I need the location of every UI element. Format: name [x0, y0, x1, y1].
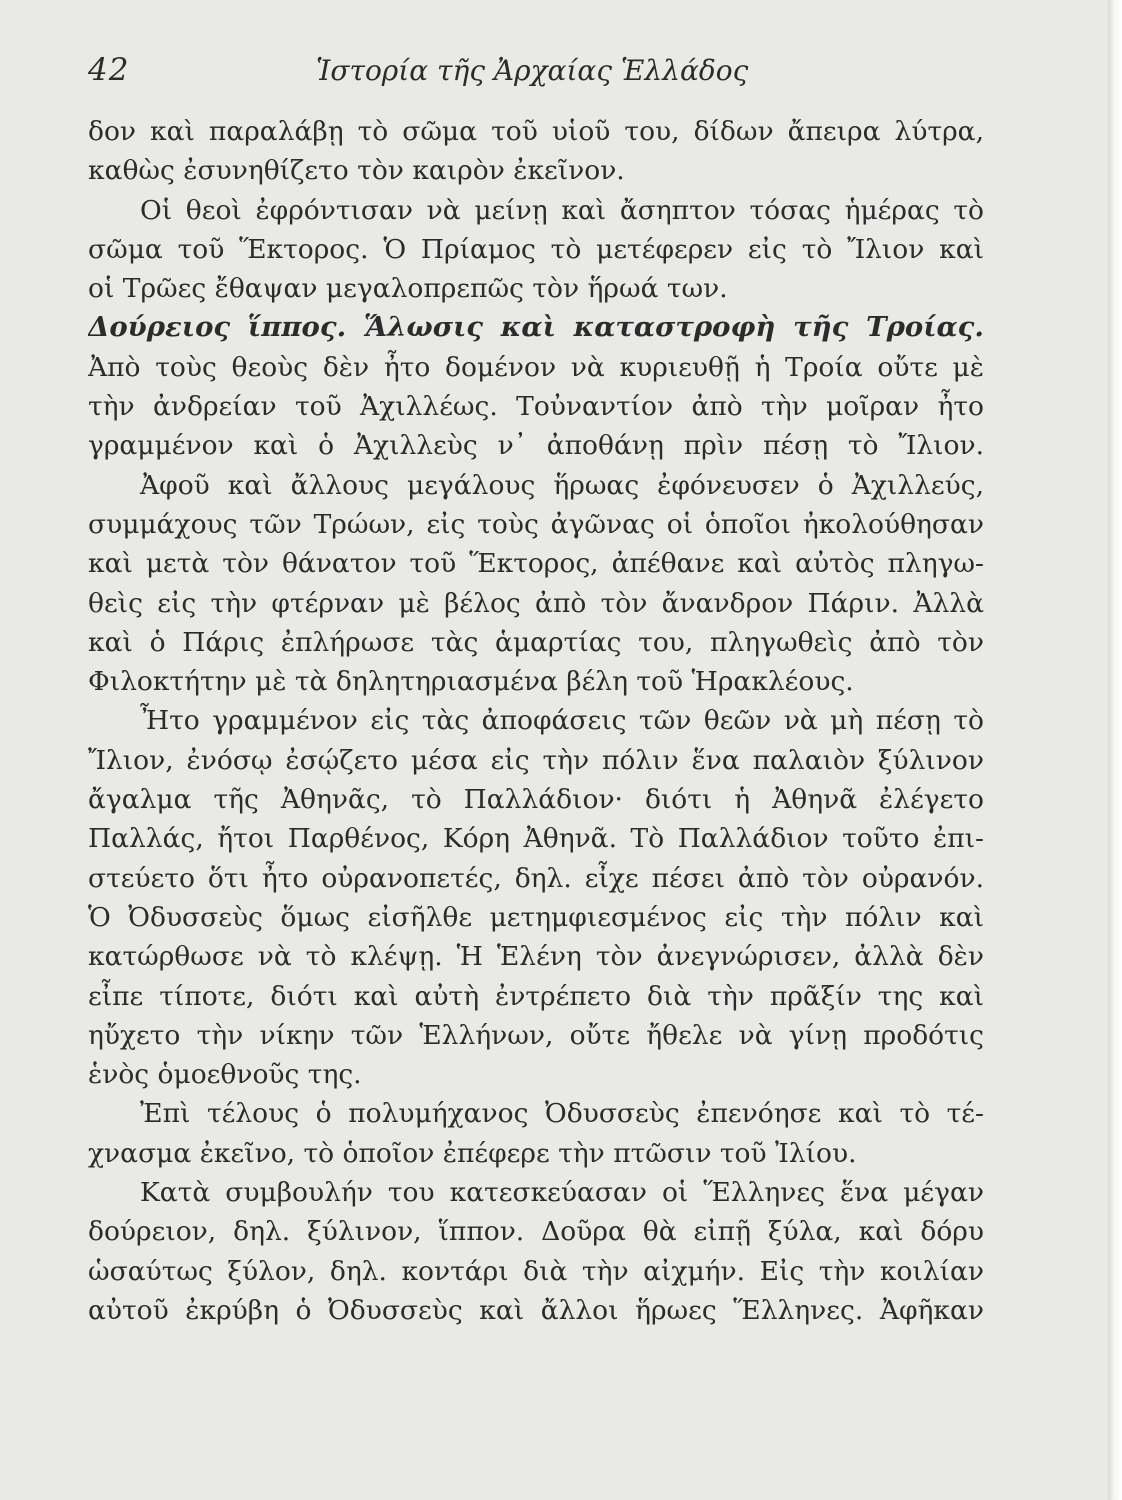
text-line: Οἱ θεοὶ ἐφρόντισαν νὰ μείνῃ καὶ ἄσηπτον τόσας ἡμέρας τὸ — [140, 194, 984, 226]
page-edge — [1108, 0, 1122, 1500]
page-header — [88, 52, 988, 100]
text-line: συμμάχους τῶν Τρώων, εἰς τοὺς ἀγῶνας οἱ ὁποῖοι ἠκολούθησαν — [88, 508, 984, 540]
text-line: ηὔχετο τὴν νίκην τῶν Ἑλλήνων, οὔτε ἤθελε νὰ γίνῃ προδότις — [88, 1019, 984, 1051]
text-line: γραμμένον καὶ ὁ Ἀχιλλεὺς ν᾽ ἀποθάνῃ πρὶν πέσῃ τὸ Ἴλιον. — [88, 430, 984, 462]
text-line: τὴν ἀνδρείαν τοῦ Ἀχιλλέως. Τοὐναντίον ἀπὸ τὴν μοῖραν ἦτο — [88, 391, 984, 423]
text-line: εἶπε τίποτε, διότι καὶ αὐτὴ ἐντρέπετο διὰ τὴν πρᾶξίν της καὶ — [88, 980, 984, 1012]
text-line: Ἦτο γραμμένον εἰς τὰς ἀποφάσεις τῶν θεῶν νὰ μὴ πέσῃ τὸ — [140, 705, 984, 737]
text-line: κατώρθωσε νὰ τὸ κλέψῃ. Ἡ Ἑλένη τὸν ἀνεγνώρισεν, ἀλλὰ δὲν — [88, 941, 984, 973]
text-line: δον καὶ παραλάβῃ τὸ σῶμα τοῦ υἱοῦ του, δίδων ἄπειρα λύτρα, — [88, 116, 984, 147]
text-line: Ἴλιον, ἐνόσῳ ἐσῴζετο μέσα εἰς τὴν πόλιν ἕνα παλαιὸν ξύλινον — [88, 744, 984, 776]
text-line: δούρειον, δηλ. ξύλινον, ἵππον. Δοῦρα θὰ εἰπῇ ξύλα, καὶ δόρυ — [88, 1216, 984, 1248]
text-line: Ὁ Ὀδυσσεὺς ὅμως εἰσῆλθε μετημφιεσμένος εἰς τὴν πόλιν καὶ — [88, 901, 984, 933]
page-number: 42 — [88, 52, 130, 88]
text-line: καθὼς ἐσυνηθίζετο τὸν καιρὸν ἐκεῖνον. — [88, 155, 625, 187]
text-line: καὶ μετὰ τὸν θάνατον τοῦ Ἕκτορος, ἀπέθανε καὶ αὐτὸς πληγω- — [88, 548, 984, 580]
text-line: Ἀφοῦ καὶ ἄλλους μεγάλους ἥρωας ἐφόνευσεν ὁ Ἀχιλλεύς, — [140, 469, 984, 501]
body-text — [88, 112, 984, 1330]
running-title: Ἱστορία τῆς Ἀρχαίας Ἑλλάδος — [316, 54, 749, 87]
text-line: σῶμα τοῦ Ἕκτορος. Ὁ Πρίαμος τὸ μετέφερεν εἰς τὸ Ἴλιον καὶ — [88, 233, 984, 265]
text-line: οἱ Τρῶες ἔθαψαν μεγαλοπρεπῶς τὸν ἥρωά των. — [88, 273, 728, 305]
text-line: Ἀπὸ τοὺς θεοὺς δὲν ἦτο δομένον νὰ κυριευθῇ ἡ Τροία οὔτε μὲ — [88, 351, 984, 383]
text-line: αὐτοῦ ἐκρύβη ὁ Ὀδυσσεὺς καὶ ἄλλοι ἥρωες Ἕλληνες. Ἀφῆκαν — [88, 1294, 984, 1326]
text-line: ἄγαλμα τῆς Ἀθηνᾶς, τὸ Παλλάδιον· διότι ἡ Ἀθηνᾶ ἐλέγετο — [88, 784, 984, 816]
text-line: χνασμα ἐκεῖνο, τὸ ὁποῖον ἐπέφερε τὴν πτῶσιν τοῦ Ἰλίου. — [88, 1137, 857, 1169]
text-line: Ἐπὶ τέλους ὁ πολυμήχανος Ὀδυσσεὺς ἐπενόησε καὶ τὸ τέ- — [140, 1098, 984, 1130]
section-heading: Δούρειος ἵππος. Ἅλωσις καὶ καταστροφὴ τῆς Τροίας. — [88, 311, 984, 344]
text-line: καὶ ὁ Πάρις ἐπλήρωσε τὰς ἁμαρτίας του, πληγωθεὶς ἀπὸ τὸν — [88, 626, 984, 658]
text-line: στεύετο ὅτι ἦτο οὐρανοπετές, δηλ. εἶχε πέσει ἀπὸ τὸν οὐρανόν. — [88, 862, 984, 894]
text-line: ἑνὸς ὁμοεθνοῦς της. — [88, 1059, 362, 1091]
text-line: Φιλοκτήτην μὲ τὰ δηλητηριασμένα βέλη τοῦ Ἡρακλέους. — [88, 666, 854, 698]
text-line: Παλλάς, ἤτοι Παρθένος, Κόρη Ἀθηνᾶ. Τὸ Παλλάδιον τοῦτο ἐπι- — [88, 823, 984, 855]
text-line: Κατὰ συμβουλήν του κατεσκεύασαν οἱ Ἕλληνες ἕνα μέγαν — [140, 1177, 984, 1209]
text-line: ὡσαύτως ξύλον, δηλ. κοντάρι διὰ τὴν αἰχμήν. Εἰς τὴν κοιλίαν — [88, 1255, 984, 1287]
text-line: θεὶς εἰς τὴν φτέρναν μὲ βέλος ἀπὸ τὸν ἄνανδρον Πάριν. Ἀλλὰ — [88, 587, 984, 619]
